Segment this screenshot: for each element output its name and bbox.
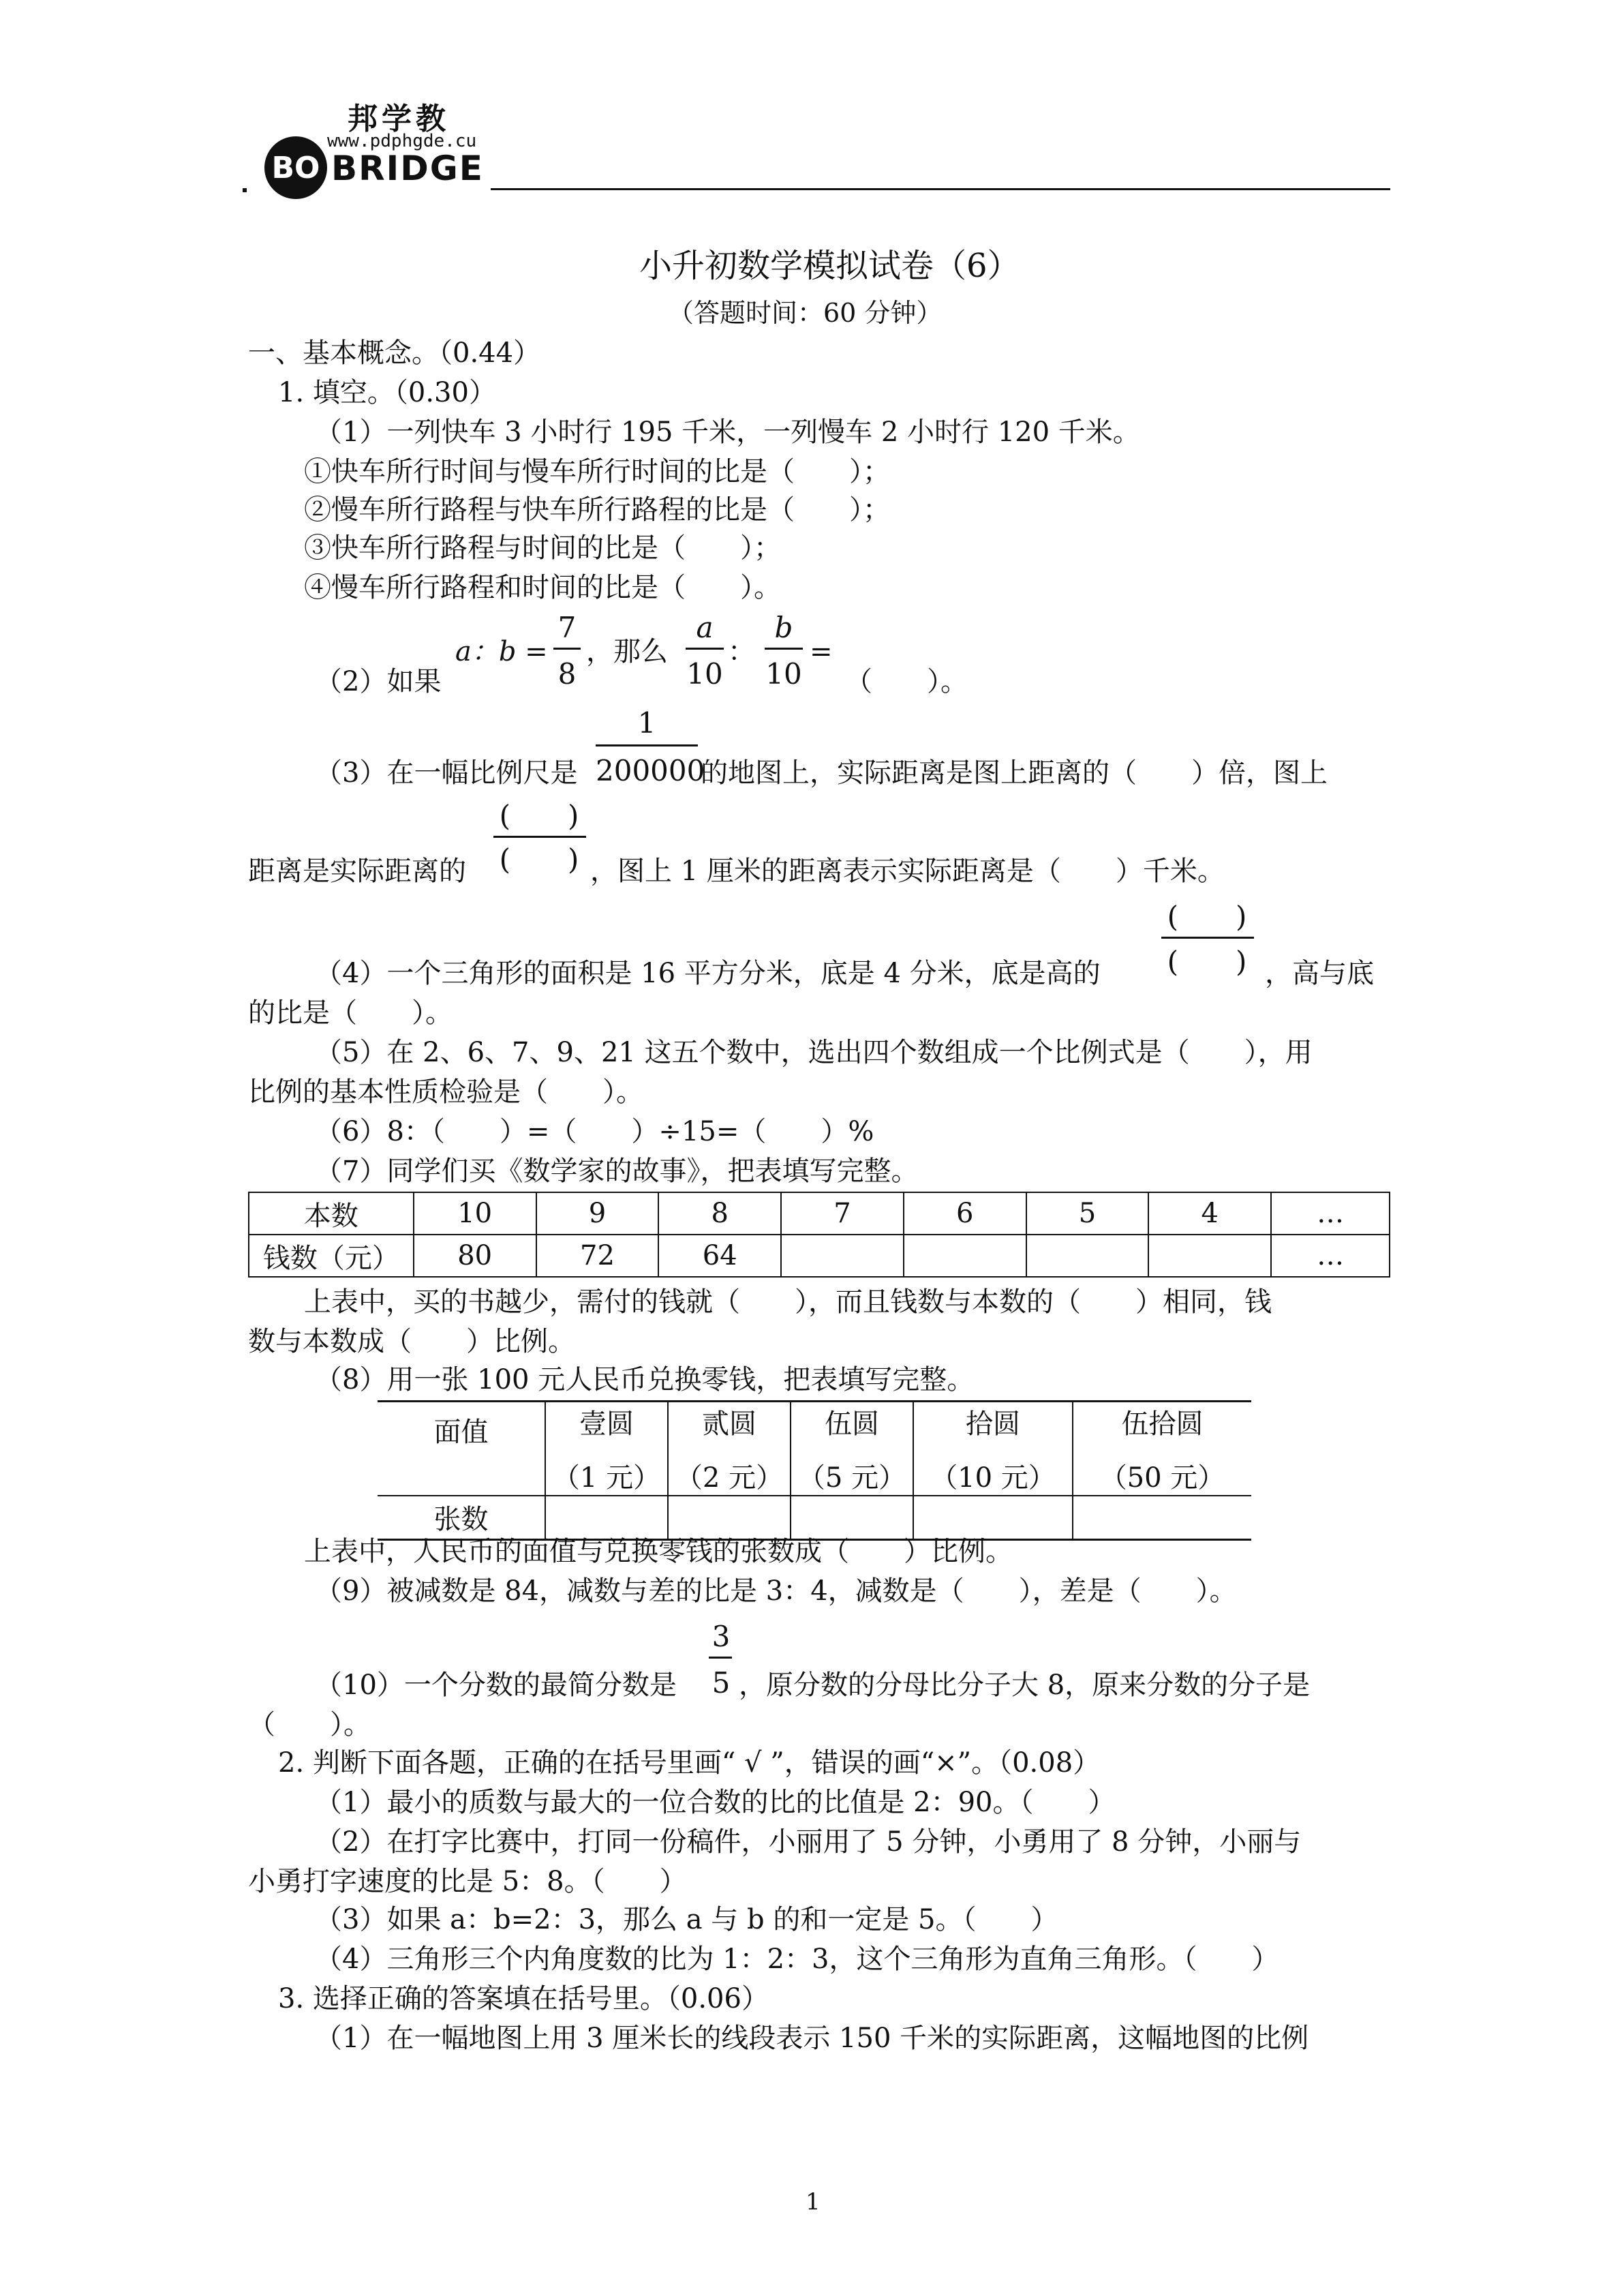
question-text: ，高与底 xyxy=(1265,958,1374,989)
table-cell xyxy=(1073,1496,1251,1539)
header-dot xyxy=(243,188,247,192)
header-rule xyxy=(491,188,1390,190)
question-text: （1）在一幅地图上用 3 厘米长的线段表示 150 千米的实际距离，这幅地图的比例 xyxy=(315,2023,1309,2054)
page-title: 小升初数学模拟试卷（6） xyxy=(639,247,1020,285)
table-cell: 钱数（元） xyxy=(249,1235,414,1277)
ratio-expression: a：b = xyxy=(455,636,548,667)
question-text: 的比是（ ）。 xyxy=(248,997,453,1029)
table-cell: … xyxy=(1271,1192,1390,1235)
fraction-bar xyxy=(553,648,581,650)
denomination-value: （5 元） xyxy=(797,1462,906,1494)
denomination-name: 壹圆 xyxy=(579,1408,634,1440)
table-cell: 5 xyxy=(1026,1192,1149,1235)
table-cell xyxy=(791,1402,913,1496)
table-cell xyxy=(668,1402,791,1496)
question-text: 上表中，人民币的面值与兑换零钱的张数成（ ）比例。 xyxy=(304,1536,1013,1567)
table-row xyxy=(378,1496,1251,1539)
question-text: （4）三角形三个内角度数的比为 1：2：3，这个三角形为直角三角形。（ ） xyxy=(315,1944,1279,1975)
currency-table xyxy=(378,1400,1251,1541)
question-text: （1）一列快车 3 小时行 195 千米，一列慢车 2 小时行 120 千米。 xyxy=(315,417,1140,448)
question-text: （9）被减数是 84，减数与差的比是 3：4，减数是（ ），差是（ ）。 xyxy=(315,1575,1237,1607)
question-text: （3）如果 a：b=2：3，那么 a 与 b 的和一定是 5。（ ） xyxy=(315,1904,1058,1935)
question-text: （4）一个三角形的面积是 16 平方分米，底是 4 分米，底是高的 xyxy=(315,958,1101,989)
denomination-name: 贰圆 xyxy=(702,1408,756,1440)
table-cell xyxy=(1148,1235,1271,1277)
fraction-denominator: 5 xyxy=(711,1666,731,1700)
sub-question: ④慢车所行路程和时间的比是（ ）。 xyxy=(304,572,781,603)
section-heading: 一、基本概念。（0.44） xyxy=(248,337,541,369)
question-text: ，那么 xyxy=(586,636,668,667)
table-cell: … xyxy=(1271,1235,1390,1277)
table-cell xyxy=(913,1402,1073,1496)
blank-denominator: ( ) xyxy=(499,843,579,876)
question-text: ，原分数的分母比分子大 8，原来分数的分子是 xyxy=(739,1670,1311,1701)
fraction-bar xyxy=(765,648,803,650)
denomination-name: 伍拾圆 xyxy=(1121,1408,1204,1440)
table-row xyxy=(249,1192,1390,1235)
question-heading: 1. 填空。（0.30） xyxy=(278,377,496,408)
table-cell: 8 xyxy=(658,1192,781,1235)
table-cell xyxy=(545,1496,668,1539)
table-cell xyxy=(1026,1235,1149,1277)
answer-blank: （ ）。 xyxy=(845,666,968,697)
fraction-bar xyxy=(686,648,724,650)
logo-mark-icon: BO xyxy=(264,136,327,199)
question-heading: 3. 选择正确的答案填在括号里。（0.06） xyxy=(278,1983,769,2014)
fraction-denominator: 10 xyxy=(686,657,723,691)
question-text: （3）在一幅比例尺是 xyxy=(315,757,578,789)
question-text: （7）同学们买《数学家的故事》，把表填写完整。 xyxy=(315,1155,919,1187)
sub-question: ①快车所行时间与慢车所行时间的比是（ ）； xyxy=(304,456,890,487)
fraction-bar xyxy=(493,836,586,838)
question-text: ，图上 1 厘米的距离表示实际距离是（ ）千米。 xyxy=(590,856,1225,887)
question-text: （6）8：（ ）=（ ）÷15=（ ）% xyxy=(315,1116,874,1147)
table-cell: 7 xyxy=(781,1192,904,1235)
fraction-numerator: 3 xyxy=(711,1620,731,1653)
page-number: 1 xyxy=(806,2188,821,2216)
fraction-bar xyxy=(596,744,698,746)
table-cell xyxy=(668,1496,791,1539)
books-table xyxy=(248,1192,1390,1278)
table-cell xyxy=(545,1402,668,1496)
table-cell xyxy=(1073,1402,1251,1496)
table-cell: 80 xyxy=(414,1235,536,1277)
denomination-value: （10 元） xyxy=(930,1462,1056,1494)
logo-text: BRIDGE xyxy=(331,149,484,188)
question-text: 距离是实际距离的 xyxy=(248,856,466,887)
table-cell: 64 xyxy=(658,1235,781,1277)
blank-denominator: ( ) xyxy=(1167,945,1247,978)
question-text: 比例的基本性质检验是（ ）。 xyxy=(248,1076,643,1108)
question-text: （5）在 2、6、7、9、21 这五个数中，选出四个数组成一个比例式是（ ），用 xyxy=(315,1037,1313,1068)
question-text: （2）在打字比赛中，打同一份稿件，小丽用了 5 分钟，小勇用了 8 分钟，小丽与 xyxy=(315,1826,1302,1858)
blank-numerator: ( ) xyxy=(1167,900,1247,933)
sub-question: ③快车所行路程与时间的比是（ ）； xyxy=(304,532,781,564)
denomination-name: 伍圆 xyxy=(825,1408,879,1440)
question-text: = xyxy=(810,636,833,667)
table-cell: 面值 xyxy=(378,1402,545,1496)
fraction-bar xyxy=(1161,937,1254,939)
question-text: 的地图上，实际距离是图上距离的（ ）倍，图上 xyxy=(701,757,1328,789)
table-cell: 72 xyxy=(536,1235,659,1277)
table-cell: 10 xyxy=(414,1192,536,1235)
table-cell: 9 xyxy=(536,1192,659,1235)
table-cell xyxy=(904,1235,1026,1277)
denomination-name: 拾圆 xyxy=(966,1408,1020,1440)
question-heading: 2. 判断下面各题，正确的在括号里画“ √ ”，错误的画“×”。（0.08） xyxy=(278,1747,1101,1779)
table-row xyxy=(378,1402,1251,1496)
sub-question: ②慢车所行路程与快车所行路程的比是（ ）； xyxy=(304,494,890,526)
fraction-numerator: b xyxy=(774,611,793,644)
fraction-numerator: a xyxy=(696,611,714,644)
question-text: 数与本数成（ ）比例。 xyxy=(248,1326,575,1357)
question-text: ： xyxy=(728,636,755,667)
table-row xyxy=(249,1235,1390,1277)
page-subtitle: （答题时间：60 分钟） xyxy=(668,298,943,328)
denomination-value: （2 元） xyxy=(675,1462,784,1494)
fraction-bar xyxy=(709,1657,732,1659)
scale-numerator: 1 xyxy=(637,706,656,740)
table-cell: 4 xyxy=(1148,1192,1271,1235)
fraction-denominator: 8 xyxy=(557,657,577,691)
logo-url: www.pdphgde.cu xyxy=(327,131,477,151)
question-text: （ ）。 xyxy=(248,1709,371,1740)
question-text: 小勇打字速度的比是 5：8。（ ） xyxy=(248,1866,687,1897)
scale-denominator: 200000 xyxy=(596,754,705,787)
question-text: （10）一个分数的最简分数是 xyxy=(315,1670,677,1701)
question-text: （1）最小的质数与最大的一位合数的比的比值是 2：90。（ ） xyxy=(315,1787,1116,1818)
denomination-value: （50 元） xyxy=(1099,1462,1225,1494)
fraction-denominator: 10 xyxy=(765,657,802,691)
table-cell: 张数 xyxy=(378,1496,545,1539)
logo-chinese-text: 邦学教 xyxy=(348,102,450,136)
question-text: （8）用一张 100 元人民币兑换零钱，把表填写完整。 xyxy=(315,1364,975,1395)
table-cell xyxy=(913,1496,1073,1539)
table-cell: 6 xyxy=(904,1192,1026,1235)
question-text: 上表中，买的书越少，需付的钱就（ ），而且钱数与本数的（ ）相同，钱 xyxy=(304,1286,1272,1318)
question-text: （2）如果 xyxy=(315,666,442,697)
denomination-value: （1 元） xyxy=(552,1462,661,1494)
table-cell xyxy=(791,1496,913,1539)
table-cell: 本数 xyxy=(249,1192,414,1235)
fraction-numerator: 7 xyxy=(557,611,577,644)
table-cell xyxy=(781,1235,904,1277)
blank-numerator: ( ) xyxy=(499,799,579,832)
